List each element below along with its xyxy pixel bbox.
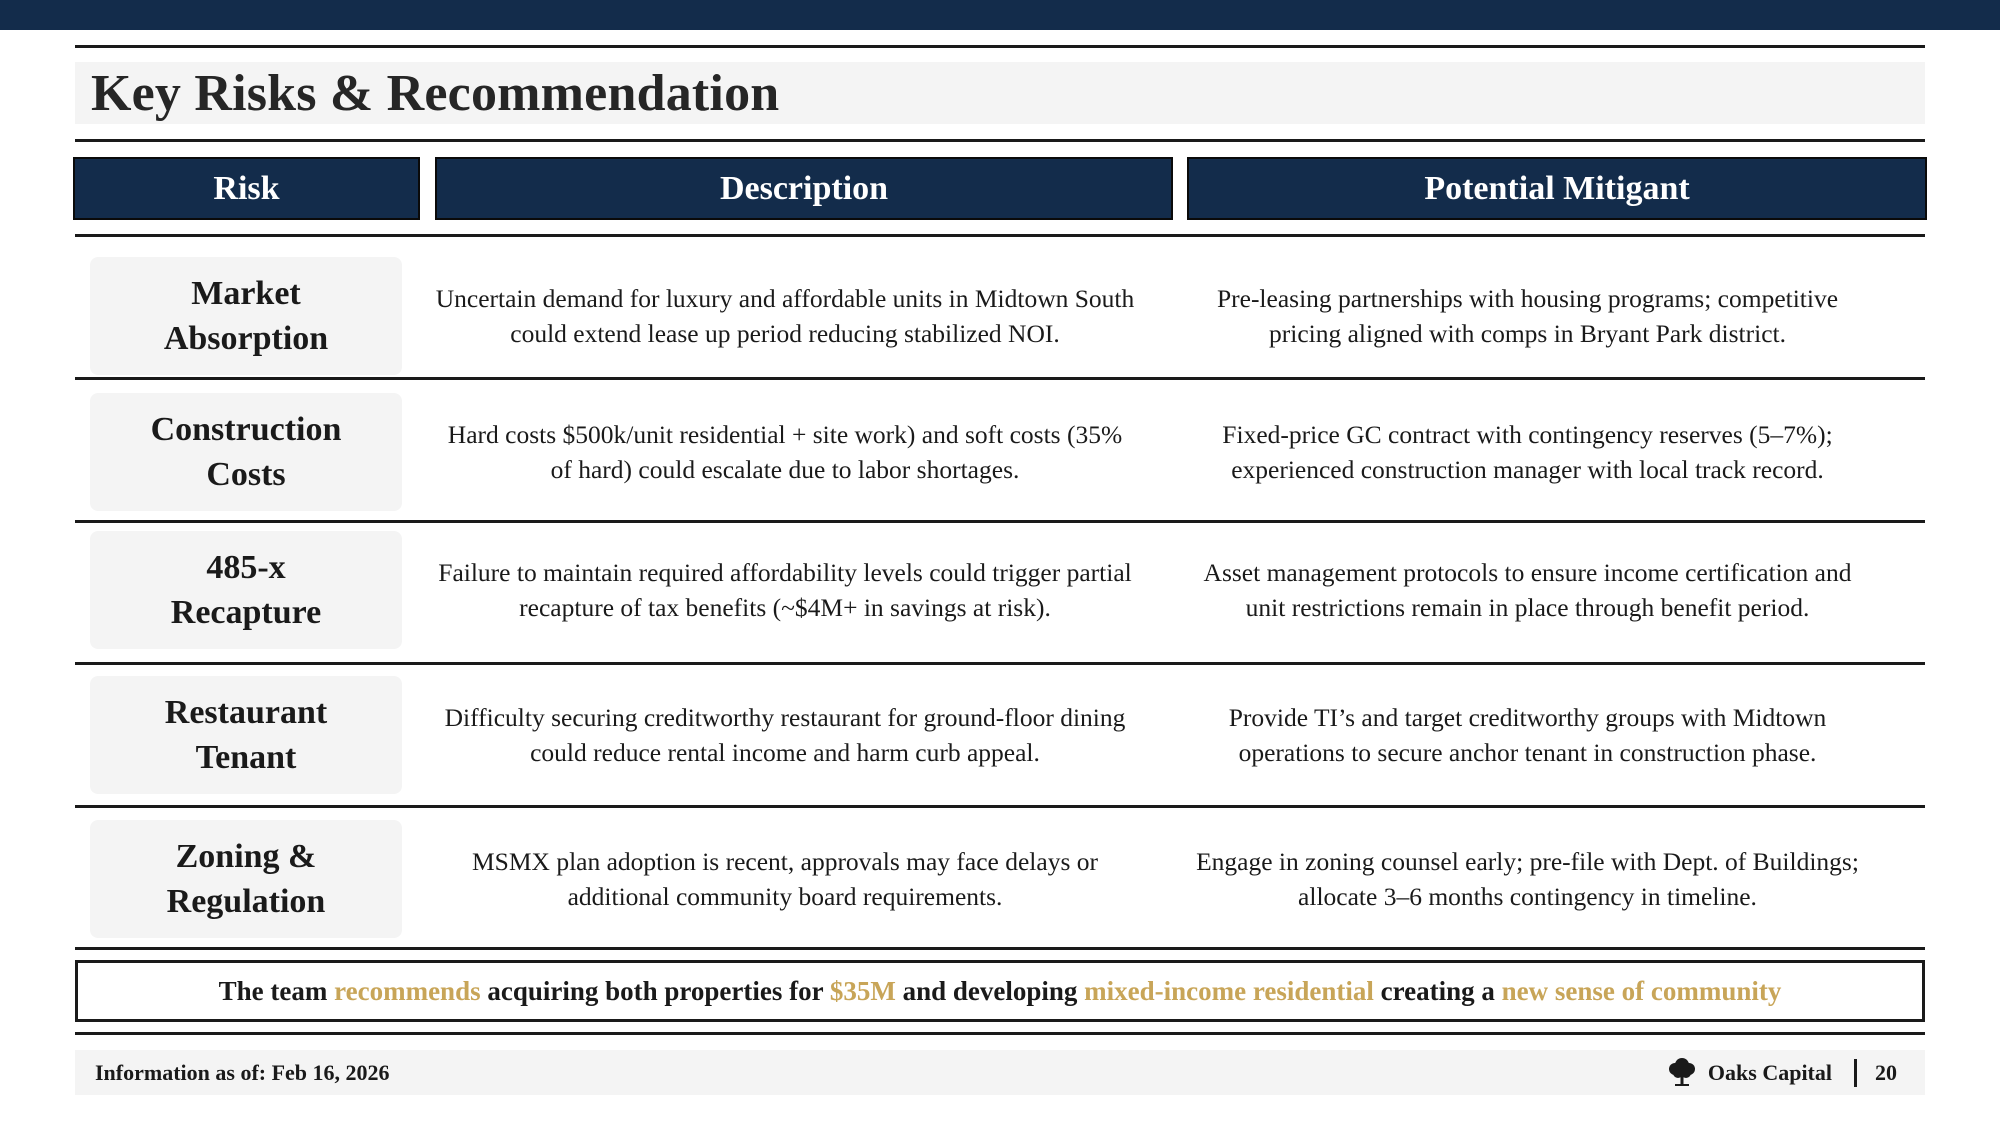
top-accent-bar [0,0,2000,30]
risk-label-line2: Absorption [163,320,329,357]
table-bottom-rule [75,947,1925,950]
header-risk: Risk [73,157,420,220]
table-row [75,237,1925,369]
brand-block [1666,1050,1897,1095]
brand-name: Oaks Capital [1707,1059,1832,1085]
risk-label [90,257,402,375]
header-mitigant: Potential Mitigant [1187,157,1927,220]
reco-text: acquiring both properties for [480,975,830,1006]
risk-label [90,531,402,649]
risk-label-line1: 485-x [206,549,286,586]
risk-label-line1: Construction [150,411,342,448]
risk-label-line2: Costs [206,456,286,493]
risk-label-line1: Restaurant [164,694,328,731]
risk-description: Difficulty securing creditworthy restaurant for ground-floor dining could reduce rental income and harm curb appeal. [444,703,1126,767]
reco-highlight: recommends [334,975,481,1006]
table-row [75,380,1925,512]
page-title: Key Risks & Recommendation [91,64,780,122]
reco-text: The team [218,975,335,1006]
table-row [75,808,1925,940]
risk-mitigant: Engage in zoning counsel early; pre-file with Dept. of Buildings; allocate 3–6 months contingency in timeline. [1196,847,1859,911]
title-top-rule [75,45,1925,48]
reco-text: and developing [895,975,1085,1006]
risk-description: MSMX plan adoption is recent, approvals may face delays or additional community board requirements. [472,847,1098,911]
oak-tree-icon [1666,1058,1698,1088]
footer-top-rule [75,1032,1925,1035]
risk-mitigant: Pre-leasing partnerships with housing programs; competitive pricing aligned with comps in Bryant Park district. [1216,284,1839,348]
title-bottom-rule [75,139,1925,142]
page-number: 20 [1875,1059,1897,1085]
reco-highlight: new sense of community [1501,975,1782,1006]
risk-label [90,820,402,938]
risk-label-line1: Market [191,275,301,312]
risk-label [90,393,402,511]
risk-label-line2: Regulation [166,883,326,920]
risk-label-line2: Tenant [195,739,297,776]
header-description: Description [435,157,1173,220]
reco-highlight: $35M [829,975,896,1006]
risk-description: Failure to maintain required affordability levels could trigger partial recapture of tax benefits (~$4M+ in savings at risk). [438,558,1132,622]
reco-highlight: mixed-income residential [1084,975,1374,1006]
risk-mitigant: Asset management protocols to ensure income certification and unit restrictions remain in place through benefit period. [1203,558,1852,622]
risk-label-line2: Recapture [170,594,322,631]
as-of-date: Information as of: Feb 16, 2026 [95,1059,390,1085]
table-row [75,665,1925,797]
table-row [75,523,1925,655]
risk-description: Uncertain demand for luxury and affordable units in Midtown South could extend lease up period reducing stabilized NOI. [435,284,1135,348]
recommendation-box [75,960,1925,1022]
risk-description: Hard costs $500k/unit residential + site work) and soft costs (35% of hard) could escalate due to labor shortages. [447,420,1123,484]
reco-text: creating a [1373,975,1502,1006]
footer [75,1050,1925,1095]
risk-mitigant: Provide TI’s and target creditworthy groups with Midtown operations to secure anchor tenant in construction phase. [1228,703,1827,767]
title-band [75,62,1925,124]
risk-label-line1: Zoning & [175,838,317,875]
risk-label [90,676,402,794]
footer-separator [1854,1059,1857,1087]
risk-mitigant: Fixed-price GC contract with contingency reserves (5–7%); experienced construction manager with local track record. [1222,420,1833,484]
